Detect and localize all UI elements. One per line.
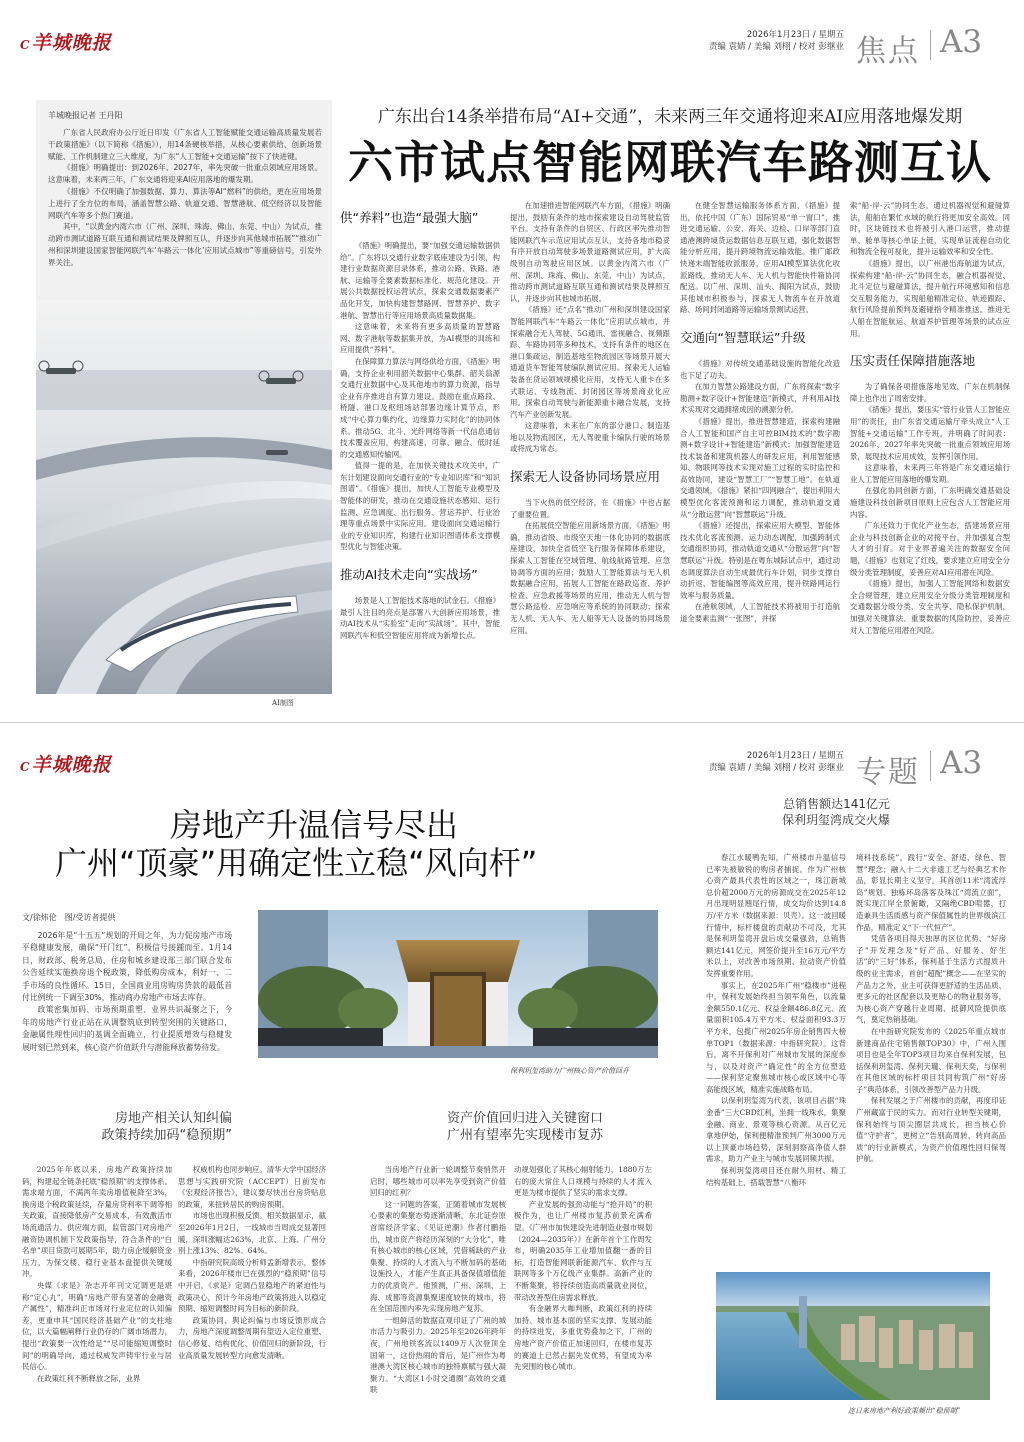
article-column-f	[856, 852, 1006, 1268]
paragraph: 为了确保各项措施落地见效，广东在机制保障上也作出了周密安排。	[850, 382, 1010, 403]
article-column-b	[178, 1164, 326, 1434]
staff-credits: 责编 袁婧 / 美编 刘栩 / 校对 彭继业	[708, 42, 844, 52]
lead-text	[48, 127, 322, 269]
section-name: 焦点	[856, 34, 920, 69]
paragraph: 在加力智慧公路建设方面，广东将探索“数字勘测+数字设计+智能建造”新模式，并利用AI技术实现对交通拥堵成因的溯源分析。	[680, 382, 840, 415]
masthead-mark: C	[20, 38, 31, 52]
headline: 六市试点智能网联汽车路测互认	[347, 136, 992, 189]
deck-mid	[380, 1110, 670, 1144]
page-number: A3	[940, 24, 983, 60]
article-column-a	[22, 1164, 172, 1434]
paragraph: 春江水暖鸭先知，广州楼市升温信号已率先被敏锐的购房者捕捉。作为广州核心资产最具代表性的区域之一，珠江新城总价超2000万元的房源成交在2025年12月出现明显翘尾行情，成交均价达到14.8万/平方米（数据来源：贝壳）。这一波回暖行情中，标杆楼盘的贡献功不可没，尤其是保利玥玺湾开盘后成交量强劲，总销售额达141亿元，网签价提升至16万元/平方米以上，对改善市场预期、拉动资产价值发挥重要作用。	[706, 853, 846, 978]
paragraph: 在健全智慧运输服务体系方面，《措施》提出，依托中国（广东）国际贸易“单一窗口”，推进交通运输、公安、海关、边检、口岸等部门直通港澳跨境货运数据信息互联互通，强化数据智能分析应用，提升跨境物流运输效能。推广邮政快递末端智能收派服务，应用AI模型算法优化收派路线，推动无人车、无人机与智能快件箱协同配送。以广州、深圳、汕头、揭阳为试点，鼓励其他城市积极参与，探索无人物流车在开放道路、场间封闭道路等运输场景测试运营。	[680, 201, 840, 315]
paragraph: 这一问题的答案，正随着城市发展核心要素的集聚态势逐渐清晰。东北证券原首席经济学家、《见证逆潮》作者付鹏指出，城市资产将经历深刻的“大分化”，唯有核心城市的核心区域，凭借稀缺的产业集聚、持续的人才流入与不断加码的基础设施投入，才能产生真正具备保值增值能力的优质资产。他预测，广州、深圳、上海、成都等资源集聚速度较快的城市，将在全国范围内率先实现房地产复苏。	[370, 1199, 506, 1314]
paragraph: 政策协同、舆论纠偏与市场反馈形成合力，房地产深度调整周期有望迈入定位重塑、信心修复、结构优化、价值回归的新阶段，行业高质量发展转型方向愈发清晰。	[178, 1315, 326, 1360]
paragraph: 当房地产行业新一轮调整节奏悄然开启时，哪些城市可以率先享受到资产价值回归的红利？	[370, 1165, 506, 1198]
lead-text	[22, 930, 232, 1060]
paragraph: 央媒《求是》杂志开年刊文定调更是堪称“定心丸”，明确“房地产带有显著的金融资产属性”，精准纠正市场对行业定位的认知偏差，更重申其“国民经济基础产业”的支柱地位，以大篇幅阐释行业仍存的广阔市场潜力，提出“政策要一次性给足”“尽可能缩短调整时间”的明确导向，通过权威发声铸牢行业与居民信心。	[22, 1280, 172, 1372]
masthead-name: 羊城晚报	[31, 754, 112, 776]
article-column-3	[680, 200, 840, 710]
riverside-city-photo	[716, 1272, 990, 1400]
paragraph: 《措施》还“点名”推动广州和深圳建设国家智能网联汽车“车路云一体化”应用试点城市，并探索融合无人驾驶、5G通讯、雷视融合、视频跟踪、车路协同等多种技术，支持有条件的地区在港口集疏运、制造基地至物流园区等场景开展大通道货车智能驾驶编队测试应用。探索无人运输装备在货运领域规模化应用，支持无人重卡在多式联运、专线物流、封闭园区等场景商业化应用。探索自动驾驶与新能源重卡融合发展，支持汽车产业创新发展。	[510, 305, 670, 419]
paragraph: 《措施》还提出，探索应用大模型、智能体技术优化客流预测、运力动态调配，加强跨制式交通组织协同，推动轨道交通从“分散运营”向“智慧联运”升级。特别是在粤东城际试点中，通过动态调度算法自动生成最优行车计划，同步支撑自动折返、智能编图等高效应用，提升铁路网运行效率与服务质量。	[680, 521, 840, 600]
paragraph: 权威机构也同步响应。清华大学中国经济思想与实践研究院（ACCEPT）日前发布《宏观经济报告》，建议要尽快出台房贷贴息的政策，来扭转居民的购房预期。	[178, 1165, 326, 1209]
photo-caption: 连日来房地产利好政策频出“稳预期”	[848, 1407, 961, 1415]
paragraph: 在港航领域，人工智能技术将被用于打造航道全要素监测“一张图”，并探	[680, 602, 840, 623]
deck-line: 保利玥玺湾成交火爆	[781, 813, 890, 827]
subhead: 交通向“智慧联运”升级	[680, 329, 806, 345]
lead-paragraph: 其中，“以黄金内湾六市（广州、深圳、珠海、佛山、东莞、中山）为试点，推动跨市测试道路互联互通和测试结果及牌照互认，并逐步向其他城市拓展”“推动广州和深圳建设国家智能网联汽车‘车路云一体化’应用试点城市”等重磅信号，引发外界关注。	[48, 222, 322, 267]
paragraph: 在加速推进智能网联汽车方面，《措施》明确提出，鼓励有条件的地市探索建设自动驾驶监管平台。支持有条件的自贸区、行政区率先推动智能网联汽车示范应用试点互认，支持各地市稳妥有序开放自动驾驶多场景道路测试应用，扩大高级别自动驾驶应用区域。以黄金内湾六市（广州、深圳、珠海、佛山、东莞、中山）为试点，推动跨市测试道路互联互通和测试结果及牌照互认，并逐步向其他城市拓展。	[510, 201, 670, 303]
paragraph: 《措施》明确提出，要“加强交通运输数据供给”。广东将以交通行业数字底座建设为引领，构建行业数据资源目录体系，推动公路、铁路、港航、运输等全要素数据标准化、规范化建设。开展公共数据授权运营试点，探索交通数据要素产品化开发，加快构建智慧路网、智慧养护、数字港航、智慧出行等应用场景高质量数据集。	[340, 241, 500, 320]
kicker: 广东出台14条举措布局“AI+交通”，未来两三年交通将迎来AI应用落地爆发期	[377, 107, 963, 127]
page-number: A3	[940, 745, 983, 781]
paragraph: 凭借各项目得天独厚的区位优势、“好房子”开发理念及“好产品、好服务、好生活”的“三好”体系，保利基于生活方式提质升级的业主需求，首创“超配”概念——在坚实的产品力之外，业主可获得更舒适的生活品质、更多元的社区配套以及更贴心的物业服务等，为核心资产穿越行业周期、抵御风险提供底气，奠定热销基础。	[856, 934, 1006, 1025]
paragraph: 场景是人工智能技术落地的试金石。《措施》最引人注目的亮点是部署八大创新应用场景，推动AI技术从“实验室”走向“实战场”。其中，智能网联汽车和低空智能应用将成为新增长点。	[340, 596, 500, 640]
paragraph: 《措施》对传统交通基础设施的智能化改造也下足了功夫。	[680, 358, 840, 380]
section-name: 专题	[856, 755, 920, 790]
paragraph: 广东还致力于优化产业生态，搭建场景应用企业与科技创新企业的对接平台，并加强复合型人才的引育。对于业界普遍关注的数据安全问题，《措施》也划定了红线，要求建立应用安全分级分类管理制度，妥善应对AI应用潜在风险。	[850, 521, 1010, 577]
header-separator	[930, 30, 931, 60]
paragraph: 境科技系统”，践行“安全、舒适、绿色、智慧”理念；融入十二大非遗工艺与经典艺术作品，彰显长期主义坚守。其首创11米“湾流浮岛”规划、独栋环岛落客及珠江“湾流立面”，既实现江岸全景俯瞰，又隔绝CBD喧嚣，打造兼具生活质感与资产保值属性的世界级滨江作品，精准定义“下一代恒产”。	[856, 853, 1006, 932]
paragraph: 这意味着，未来两三年将是广东交通运输行业人工智能应用落地的爆发期。	[850, 463, 1010, 484]
paragraph: 这意味着，未来将有更多高质量的智慧路网、数字港航等数据集开放，为AI模型的训练和应用提供“养料”。	[340, 322, 500, 355]
lead-paragraph: 2026年是“十五五”规划的开局之年，为力促房地产市场平稳健康发展，确保“开门红”，积极信号接踵而至。1月14日，财政部、税务总局、住房和城乡建设部三部门联合发布公告延续实施换房退个税政策，降低购房成本，利好一、二手市场的良性循环。15日，全国商业用房购房贷款的最低首付比例统一下调至30%，推动商办房地产市场去库存。	[22, 931, 232, 1003]
paragraph: 《措施》提出，推进智慧建造，探索构建融合人工智能和国产自主可控BIM技术的“数字勘测+数字设计+智能建造”新模式；加强智能建造技术装备和建筑机器人的研发应用，利用智能感知、物联网等技术实现对施工过程的实时监控和高效协同，建设“智慧工厂”“智慧工地”。在轨道交通领域，《措施》紧扣“四网融合”，提出利用大模型优化客流预测和运力调配，推动轨道交通从“分散运营”向“智慧联运”升级。	[680, 416, 840, 519]
article-column-c	[370, 1164, 506, 1434]
masthead-logo	[20, 28, 112, 55]
deck-line: 房地产相关认知纠偏	[114, 1111, 232, 1126]
lead-paragraph: 政策密集加码、市场预期重塑、业界共识凝聚之下，今年的房地产行业正站在从调整筑底到转型突围的关键路口，金融属性理性回归的基调全面确立，行业提质增效与稳健发展时刻已然到来，核心资产价值跃升与潜能释放蓄势待发。	[22, 1005, 232, 1052]
paragraph: 产业发展的强劲动能与“抢开局”的积极作为，也让广州楼市复苏前景充满希望。《广州市加快建设先进制造业强市规划（2024—2035年）》在新年首个工作周发布，明确2035年工业增加值翻一番的目标，打造智能网联新能源汽车、软件与互联网等多个万亿级产业集群。高新产业的不断集聚，将持续创造高质量就业岗位，带动改善型住房需求释放。	[514, 1199, 652, 1302]
photo-caption: 保利玥玺湾助力广州核心资产价值回升	[510, 1067, 629, 1075]
image-credit: AI制图	[272, 699, 294, 707]
paragraph: 2025年年底以来，房地产政策持续加码，构建起全链条托底“稳预期”的支撑体系。需求端方面，不满两年卖房增值税降至3%，换房退个税政策延续，存量房贷利率下调等相关政策，直接降低房产交易成本，有效激活市场流通活力。供应端方面，监管部门对房地产融资协调机制下发政策指导，符合条件的“白名单”项目贷款可展期5年，助力房企缓解资金压力，为保交楼、稳行业基本盘提供关键缓冲。	[22, 1165, 172, 1279]
headline-line-2: 广州“顶豪”用确定性立稳“风向杆”	[55, 844, 538, 882]
lead-panel	[36, 100, 332, 694]
paragraph: 这意味着，未来在广东的部分港口、制造基地以及物流园区，无人驾驶重卡编队行驶的场景或将成为常态。	[510, 421, 670, 454]
paragraph: 在拓展低空智能应用新场景方面，《措施》明确，推动省级、市级空天地一体化协同的数据底座建设，加快全省低空飞行服务保障体系建设，探索人工智能在空域管理、航线航路管理、应急协调等方面的应用；鼓励人工智能算法与无人机数据融合应用，拓展人工智能在路政巡查、养护检查、应急救援等场景的应用，推动无人机与智慧公路巡检、应急响应等系统的协同联动；探索无人机、无人车、无人船等无人设备的协同场景应用。	[510, 521, 670, 635]
subhead: 供“养料”也造“最强大脑”	[340, 210, 479, 225]
paragraph: 中指研究院高级分析师孟新增表示，整体来看，2026年楼市已在强烈的“稳预期”信号中开启，《求是》定调凸显稳地产的紧迫性与政策决心，预计今年房地产政策将进入以稳定预期、缩短调整时间为目标的新阶段。	[178, 1257, 326, 1314]
article-column-e	[706, 852, 846, 1268]
paragraph: 动规划强化了其核心辐射能力，1880万左右的庞大常住人口规模与持续的人才流入更是为楼市提供了坚实的需求支撑。	[514, 1165, 652, 1198]
paragraph: 在强化协同创新方面，广东明确交通基础设施建设科技创新项目原则上应包含人工智能应用内容。	[850, 486, 1010, 519]
lead-paragraph: 《措施》不仅明确了加强数据、算力、算法等AI“燃料”的供给，更在应用场景上进行了全方位的布局，涵盖智慧公路、轨道交通、智慧港航、低空经济以及智能网联汽车等多个热门赛道。	[48, 186, 322, 220]
paragraph: 值得一提的是，在加快关键技术攻关中，广东计划建设面向交通行业的“专业知识库”和“知识图谱”。《措施》提出，加快人工智能专业模型及智能体的研发，推动在交通设施状态感知、运行监测、应急调度、出行服务、营运养护、行业治理等重点场景中实际应用。建设面向交通运输行业的专业知识库，构建行业知识图谱体系支撑模型优化与智能决策。	[340, 461, 500, 552]
article-column-1	[340, 200, 500, 710]
staff-credits: 责编 袁婧 / 美编 刘栩 / 校对 彭继业	[708, 763, 844, 773]
deck-line: 总销售额达141亿元	[783, 797, 890, 811]
byline: 文/徐炜伦 图/受访者提供	[22, 913, 116, 922]
paragraph: 保利玥玺湾项目还在耐久用材、精工结构基础上，搭载智慧“八衡环	[706, 1166, 846, 1187]
paragraph: 在中指研究院发布的《2025年重点城市新建商品住宅销售额TOP30》中，广州入围项目也是全年TOP3项目均来自保利发展，包括保利玥玺湾、保利天瓏、保利天奕，与保利在其他区域的标杆项目共同构筑广州“好房子”典范体系，引领改善型产品力升级。	[856, 1026, 1006, 1094]
issue-date: 2026年1月23日 / 星期五	[746, 30, 844, 40]
issue-meta	[644, 750, 844, 774]
subhead: 探索无人设备协同场景应用	[510, 469, 661, 485]
paragraph: 《措施》提出，以广州港出海航道为试点，探索构建“船-岸-云”协同生态，融合机器视觉、北斗定位与避碰算法，提升航行环境感知和信息交互服务能力，实现船舶精准定位、轨迹跟踪、航行风险提前预判及避碰指令精准推送。推进无人船在智能航运、航道养护管理等场景的试点应用。	[850, 258, 1010, 338]
headline-line-1: 房地产升温信号尽出	[170, 806, 459, 844]
masthead-logo	[20, 750, 112, 777]
ai-train-illustration	[36, 300, 332, 694]
header-separator	[930, 751, 931, 781]
article-column-2	[510, 200, 670, 710]
paragraph: 事实上，在2025年广州“稳楼市”进程中，保利发展始终担当领军角色，以流量金额550.1亿元、权益金额486.8亿元、流量面积105.4万平方米、权益面积93.3万平方米，包揽广州2025年房企销售四大榜单TOP1（数据来源：中指研究院）。这背后，离不开保利对广州城市发展的深度参与，以及对资产“确定性”的全方位塑造——保利坚定聚焦城市核心或区域中心等高能级区域，精准实施战略布局。	[706, 980, 846, 1094]
paragraph: 索“船-岸-云”协同生态。通过机器视觉和避碰算法，船舶在繁忙水域的航行将更加安全高效。同时，区块链技术也将被引入港口运营，推动提单、舱单等核心单证上链，实现单证流程自动化和物流全程可视化，提升运输效率和安全性。	[850, 201, 1010, 257]
issue-date: 2026年1月23日 / 星期五	[746, 751, 844, 761]
paragraph: 在政策红利不断释放之际，业界	[36, 1373, 141, 1383]
deck-line: 资产价值回归进入关键窗口	[446, 1111, 603, 1126]
lead-paragraph: 广东省人民政府办公厅近日印发《广东省人工智能赋能交通运输高质量发展若干政策措施》（以下简称《措施》），用14条硬核举措，从核心要素供给、创新场景赋能、工作机制建立三大维度，为广东“人工智能+交通运输”按下了快进键。	[48, 128, 322, 161]
lead-paragraph: 《措施》明确提出：到2026年、2027年，率先突破一批重点领域应用场景。这意味着，未来两三年，广东交通将迎来AI应用落地的爆发期。	[48, 163, 322, 185]
paragraph: 以保利玥玺湾为代表，该项目占据“珠金番”三大CBD红利，坐拥一线珠水，集聚金融、商业、景观等核心资源。从百亿元拿地伊始，保利便精准预判广州3000万元以上顶豪市场趋势，深刻洞察高净值人群需求，助力产业主与城市发展同频共振。	[706, 1096, 846, 1164]
paragraph: 在保障算力算法与网络供给方面，《措施》明确，支持企业利用韶关数据中心集群、韶关翁源交通行业数据中心及其他地市的算力资源，指导企业有序推进自有算力建设。鼓励在重点路段、桥隧、港口及枢纽场站部署边缘计算节点，形成“中心算力集约化、边缘算力实时化”的协同体系。推动5G、北斗、光纤网络等新一代信息通信技术覆盖应用，构建高速、可靠、融合、低时延的交通感知传输网。	[340, 356, 500, 459]
paragraph: 市场也出现积极反馈。相关数据显示，截至2026年1月2日，一线城市当周成交显著回暖，深圳涨幅达263%，北京、上海、广州分别上涨13%、82%、64%。	[178, 1211, 326, 1256]
paragraph: 保利发展之于广州楼市的贡献，再度印证广州藏富于民的实力。而对行业转型关键期，保利始终与顶尖圈层共成长，担当核心价值“守护者”，更树立“告别高周转、转向高品质”的行业新模式，为资产价值理性回归保驾护航。	[856, 1096, 1006, 1164]
page-divider	[0, 722, 1024, 723]
deck-line: 政策持续加码“稳预期”	[101, 1128, 232, 1143]
deck-line: 广州有望率先实现楼市复苏	[446, 1128, 603, 1143]
paragraph: 有金融界大咖判断，政策红利的持续加持、城市基本面的坚实支撑、发展动能的持续迸发，多重优势叠加之下，广州的房地产资产价值正加速回归，在楼市复苏的赛道上已然占据先发优势，有望成为率先突围的核心城市。	[514, 1304, 652, 1372]
byline: 羊城晚报记者 王丹阳	[48, 111, 123, 120]
article-column-4	[850, 200, 1010, 710]
masthead-mark: C	[20, 760, 31, 774]
article-column-d	[514, 1164, 652, 1434]
deck-right	[740, 796, 890, 828]
subhead: 推动AI技术走向“实战场”	[340, 567, 478, 583]
paragraph: 《措施》提出，要压实“管行业管人工智能应用”的责任，由广东省交通运输厅牵头成立“人工智能+交通运输”工作专班。并明确了时间表：2026年、2027年率先突破一批重点领域应用场景，展现技术应用成效，发挥引领作用。	[850, 405, 1010, 461]
paragraph: 《措施》提出，加强人工智能网络和数据安全合规管理，建立应用安全分级分类管理制度和交通数据分级分类、安全共享、隐私保护机制，加强对关键算法、重要数据的风险防控，妥善应对人工智能应用潜在风险。	[850, 579, 1010, 635]
paragraph: 一组鲜活的数据直观印证了广州的城市活力与吸引力。2025年至2026年跨年夜，广州地铁客流以1409万人次登顶全国第一，这份热闹的背后，是广州作为粤港澳大湾区核心城市的独特禀赋与强大凝聚力。“大湾区1小时交通圈”高效的交通联	[370, 1315, 506, 1395]
deck-left	[60, 1110, 232, 1144]
building-entrance-photo	[258, 910, 658, 1058]
subhead: 压实责任保障措施落地	[850, 353, 976, 369]
paragraph: 当下火热的低空经济，在《措施》中也占据了重要位置。	[510, 498, 670, 519]
issue-meta	[644, 29, 844, 53]
masthead-name: 羊城晚报	[31, 32, 112, 54]
